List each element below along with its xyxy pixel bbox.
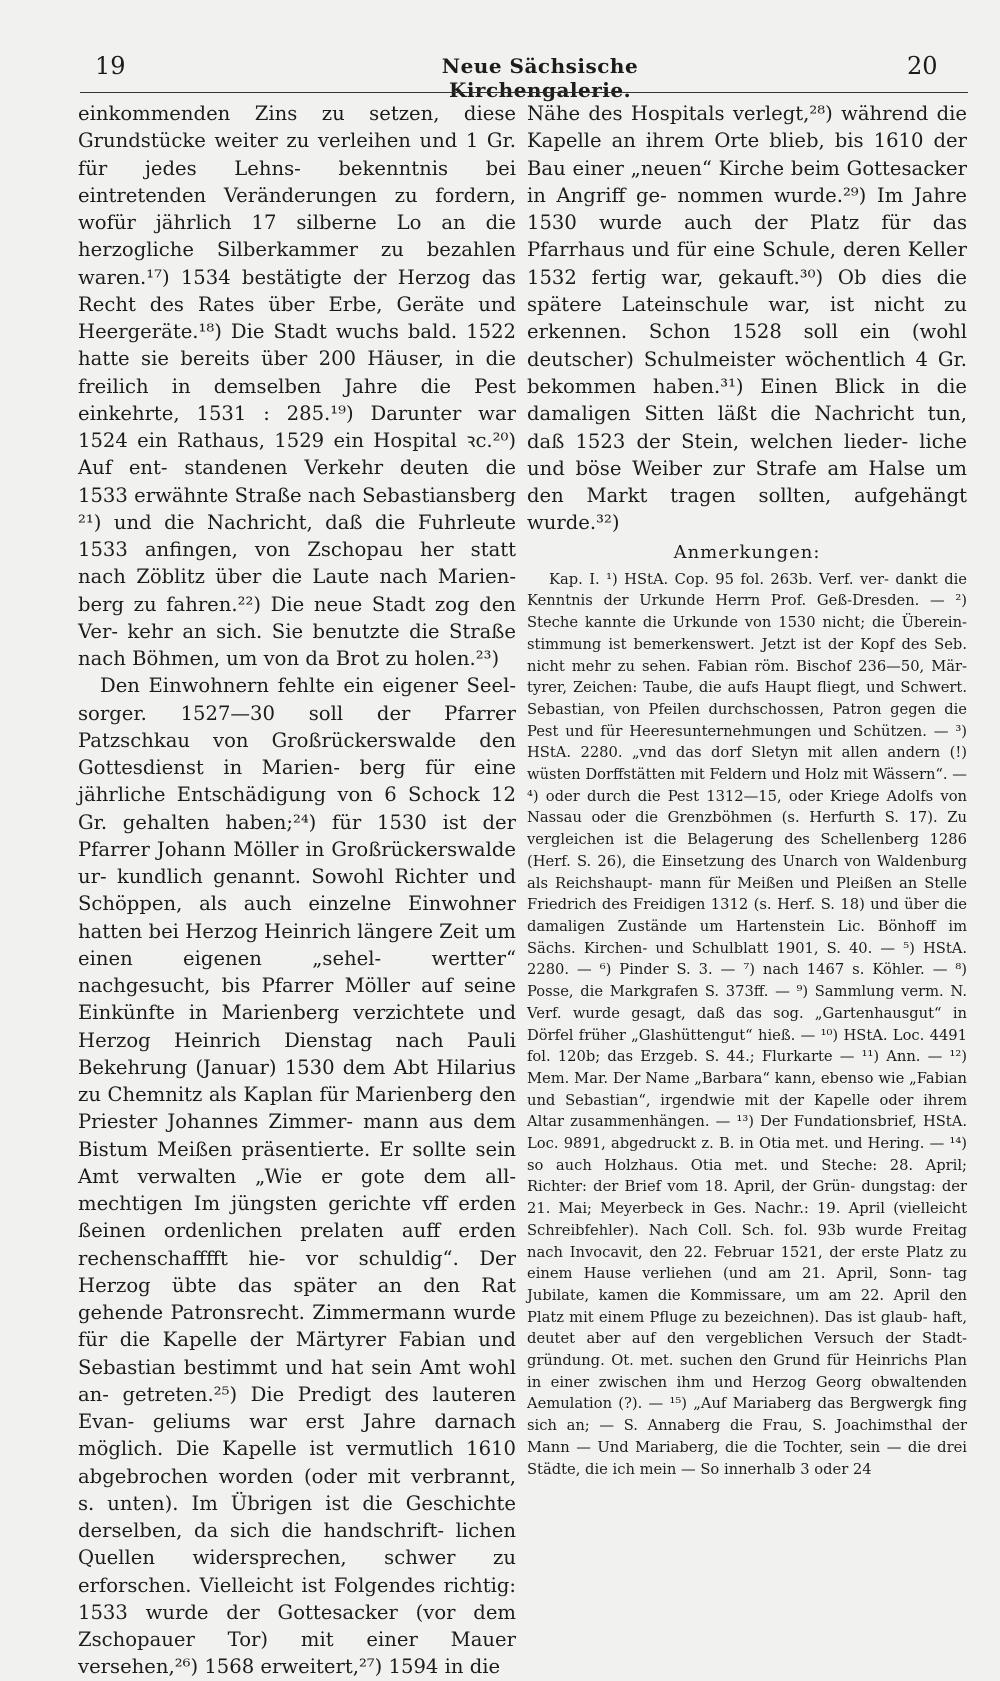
- page-number-right: 20: [907, 52, 938, 80]
- footnotes: Kap. I. ¹) HStA. Cop. 95 fol. 263b. Verf. ver- dankt die Kenntnis der Urkunde Herrn Prof. Geß-Dresden. — ²) Steche kannte die Urkunde von 1530 nicht; die Überein- stimmung ist bemerkenswert. Jetzt ist der Kopf des Seb. nicht mehr zu sehen. Fabian röm. Bischof 236—50, Mär- tyrer, Zeichen: Taube, die aufs Haupt fliegt, und Schwert. Sebastian, von Pfeilen durchschossen, Patron gegen die Pest und für Heeresunternehmungen und Schützen. — ³) HStA. 2280. „vnd das dorf Sletyn mit allen andern (!) wüsten Dorffstätten mit Feldern und Holz mit Wässern“. — ⁴) oder durch die Pest 1312—15, oder Kriege Adolfs von Nassau oder die Grenzböhmen (s. Herfurth S. 17). Zu vergleichen ist die Belagerung des Schellenberg 1286 (Herf. S. 26), die Einsetzung des Unarch von Waldenburg als Reichshaupt- mann für Meißen und Pleißen an Stelle Friedrich des Freidigen 1312 (s. Herf. S. 18) und über die damaligen Zustände um Hartenstein Lic. Bönhoff im Sächs. Kirchen- und Schulblatt 1901, S. 40. — ⁵) HStA. 2280. — ⁶) Pinder S. 3. — ⁷) nach 1467 s. Köhler. — ⁸) Posse, die Markgrafen S. 373ff. — ⁹) Sammlung verm. N. Verf. wurde gesagt, daß das sog. „Gartenhausgut“ in Dörfel früher „Glashüttengut“ hieß. — ¹⁰) HStA. Loc. 4491 fol. 120b; das Erzgeb. S. 44.; Flurkarte — ¹¹) Ann. — ¹²) Mem. Mar. Der Name „Barbara“ kann, ebenso wie „Fabian und Sebastian“, irgendwie mit der Kapelle oder ihrem Altar zusammenhängen. — ¹³) Der Fundationsbrief, HStA. Loc. 9891, abgedruckt z. B. in Otia met. und Hering. — ¹⁴) so auch Holzhaus. Otia met. und Steche: 28. April; Richter: der Brief vom 18. April, der Grün- dungstag: der 21. Mai; Meyerbeck in Ges. Nachr.: 19. April (vielleicht Schreibfehler). Nach Coll. Sch. fol. 93b wurde Freitag nach Invocavit, den 22. Februar 1521, der erste Platz zu einem Hause verliehen (und am 21. April, Sonn- tag Jubilate, kamen die Kommissare, um am 22. April den Platz mit einem Pfluge zu bezeichnen). Das ist glaub- haft, deutet aber auf den vergeblichen Versuch der Stadt- gründung. Ot. met. suchen den Grund für Heinrichs Plan in einer zwischen ihm und Herzog Georg obwaltenden Aemulation (?). — ¹⁵) „Auf Mariaberg das Bergwergk fing sich an; — S. Annaberg die Frau, S. Joachimsthal der Mann — Und Mariaberg, die die Tochter, sein — die drei Städte, die ich mein — So innerhalb 3 oder 24: [527, 570, 967, 1478]
- left-column: [78, 100, 516, 1681]
- header-rule: [80, 92, 968, 93]
- right-paragraph-1: Nähe des Hospitals verlegt,²⁸) während die Kapelle an ihrem Orte blieb, bis 1610 der Bau einer „neuen“ Kirche beim Gottesacker in Angriff ge- nommen wurde.²⁹) Im Jahre 1530 wurde auch der Platz für das Pfarrhaus und für eine Schule, deren Keller 1532 fertig war, gekauft.³⁰) Ob dies die spätere Lateinschule war, ist nicht zu erkennen. Schon 1528 soll ein (wohl deutscher) Schulmeister wöchentlich 4 Gr. bekommen haben.³¹) Einen Blick in die damaligen Sitten läßt die Nachricht tun, daß 1523 der Stein, welchen lieder- liche und böse Weiber zur Strafe am Halse um den Markt tragen sollten, aufgehängt wurde.³²): [527, 102, 967, 535]
- running-title: Neue Sächsische Kirchengalerie.: [441, 54, 639, 102]
- left-paragraph-2: Den Einwohnern fehlte ein eigener Seel- sorger. 1527—30 soll der Pfarrer Patzschkau von Großrückerswalde den Gottesdienst in Marien- berg für eine jährliche Entschädigung von 6 Schock 12 Gr. gehalten haben;²⁴) für 1530 ist der Pfarrer Johann Möller in Großrückerswalde ur- kundlich genannt. Sowohl Richter und Schöppen, als auch einzelne Einwohner hatten bei Herzog Heinrich längere Zeit um einen eigenen „sehel- wertter“ nachgesucht, bis Pfarrer Möller auf seine Einkünfte in Marienberg verzichtete und Herzog Heinrich Dienstag nach Pauli Bekehrung (Januar) 1530 dem Abt Hilarius zu Chemnitz als Kaplan für Marienberg den Priester Johannes Zimmer- mann aus dem Bistum Meißen präsentierte. Er sollte sein Amt verwalten „Wie er gote dem all- mechtigen Im jüngsten gerichte vff erden ßeinen ordenlichen prelaten auff erden rechenschafffft hie- vor schuldig“. Der Herzog übte das später an den Rat gehende Patronsrecht. Zimmermann wurde für die Kapelle der Märtyrer Fabian und Sebastian bestimmt und hat sein Amt wohl an- getreten.²⁵) Die Predigt des lauteren Evan- geliums war erst Jahre darnach möglich. Die Kapelle ist vermutlich 1610 abgebrochen worden (oder mit verbrannt, s. unten). Im Übrigen ist die Geschichte derselben, da sich die handschrift- lichen Quellen widersprechen, schwer zu erforschen. Vielleicht ist Folgendes richtig: 1533 wurde der Gottesacker (vor dem Zschopauer Tor) mit einer Mauer versehen,²⁶) 1568 erweitert,²⁷) 1594 in die: [78, 674, 516, 1679]
- right-column: [527, 100, 967, 1480]
- page-number-left: 19: [95, 52, 126, 80]
- left-paragraph-1: einkommenden Zins zu setzen, diese Grundstücke weiter zu verleihen und 1 Gr. für jedes Lehns- bekenntnis bei eintretenden Veränderungen zu fordern, wofür jährlich 17 silberne Lo an die herzogliche Silberkammer zu bezahlen waren.¹⁷) 1534 bestätigte der Herzog das Recht des Rates über Erbe, Geräte und Heergeräte.¹⁸) Die Stadt wuchs bald. 1522 hatte sie bereits über 200 Häuser, in die freilich in demselben Jahre die Pest einkehrte, 1531 : 285.¹⁹) Darunter war 1524 ein Rathaus, 1529 ein Hospital ꝛc.²⁰) Auf ent- standenen Verkehr deuten die 1533 erwähnte Straße nach Sebastiansberg ²¹) und die Nachricht, daß die Fuhrleute 1533 anfingen, von Zschopau her statt nach Zöblitz über die Laute nach Marien- berg zu fahren.²²) Die neue Stadt zog den Ver- kehr an sich. Sie benutzte die Straße nach Böhmen, um von da Brot zu holen.²³): [78, 102, 516, 670]
- notes-heading: Anmerkungen:: [673, 541, 821, 563]
- page-header: [0, 48, 1000, 102]
